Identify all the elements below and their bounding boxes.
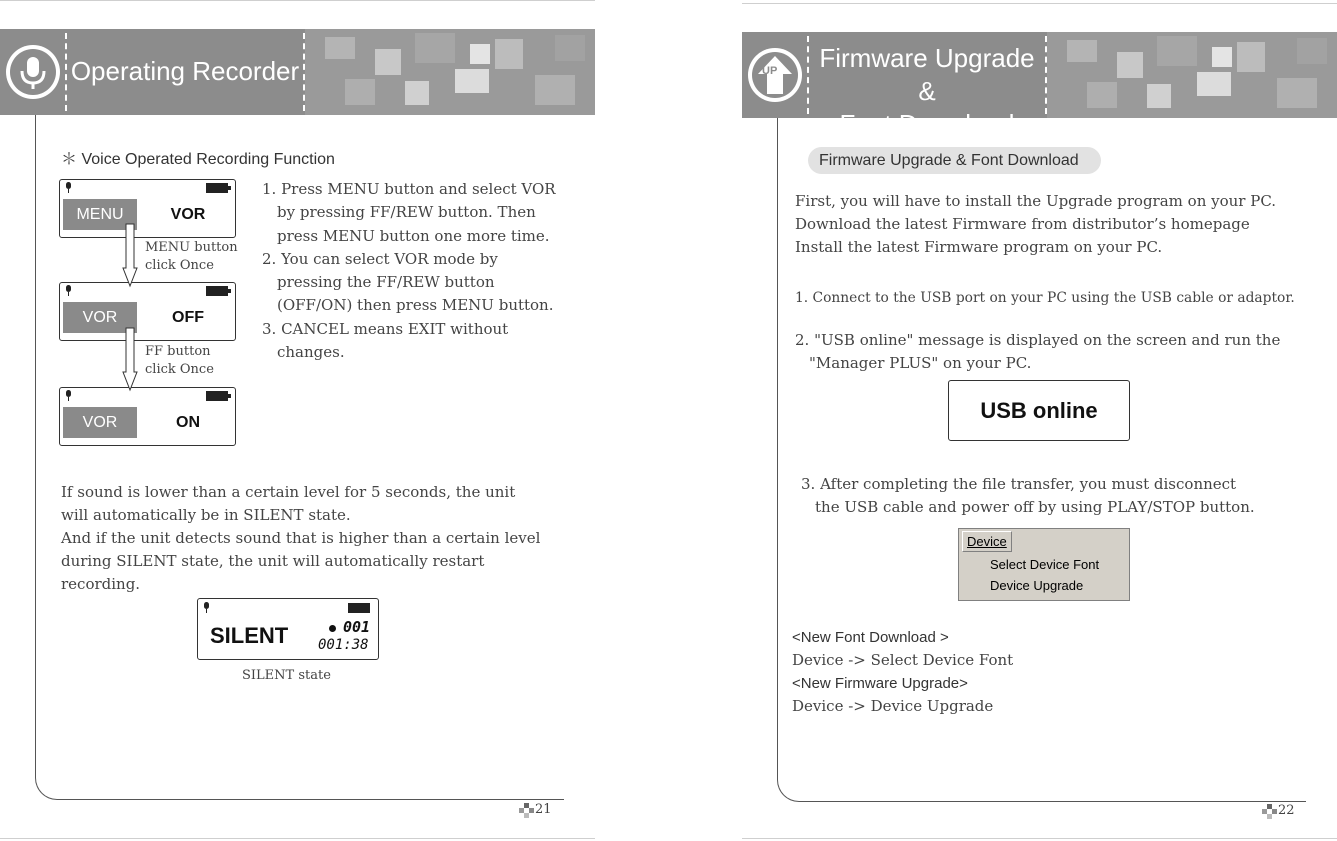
battery-icon [206,286,228,296]
silent-caption: SILENT state [242,668,331,683]
step-3 [801,473,1255,519]
paragraph-line: recording. [61,575,141,593]
step-item: 2. You can select VOR mode by pressing the FF/REW button (OFF/ON) then press MENU button. [262,249,554,315]
left-header-banner [0,29,595,115]
device-menu [958,528,1130,601]
section-heading [61,146,335,169]
page-number: 21 [535,802,552,817]
upgrade-arrow-icon [748,48,802,102]
paragraph-line: during SILENT state, the unit will automatically restart [61,552,485,570]
page-title: Operating Recorder [70,56,300,86]
page-number-mark-icon [519,802,535,818]
lcd-display-vor-off [59,282,236,341]
page-title-line: Font Download [839,109,1015,139]
microphone-icon [6,45,60,99]
lcd-value: ON [176,414,200,431]
note-path: Device -> Select Device Font [792,651,1014,669]
down-arrow-icon [123,224,137,286]
right-header-banner [742,32,1337,139]
notes [792,626,1013,718]
paragraph-line: And if the unit detects sound that is higher than a certain level [61,529,541,547]
battery-icon [206,391,228,401]
intro-line: Install the latest Firmware program on your PC. [795,238,1163,256]
silent-lcd-display [197,598,379,660]
lcd-selected-item: MENU [63,199,137,230]
mic-icon [64,182,73,193]
arrow-label [145,239,238,275]
section-title: Voice Operated Recording Function [81,151,335,168]
intro-line: Download the latest Firmware from distributor’s homepage [795,215,1250,233]
device-menu-title[interactable] [962,531,1012,552]
lcd-display-menu [59,179,236,238]
time-counter: 001:38 [318,637,369,653]
down-arrow-icon [123,328,137,390]
usb-online-display: USB online [948,380,1130,441]
page-number: 22 [1278,803,1295,818]
arrow-label-line: FF button [145,344,211,359]
instruction-steps [262,178,567,364]
step-line: 2. "USB online" message is displayed on the screen and run the [795,331,1281,349]
step-2 [795,329,1280,375]
track-counter: 001 [343,618,371,636]
lcd-value: OFF [172,309,204,326]
arrow-label-line: click Once [145,362,214,377]
mosaic-pattern [1047,32,1337,118]
step-line: "Manager PLUS" on your PC. [809,354,1032,372]
battery-icon [348,603,370,613]
step-item: 3. CANCEL means EXIT without changes. [262,319,509,362]
battery-icon [206,183,228,193]
menu-title-label: Device [967,534,1007,549]
note-path: Device -> Device Upgrade [792,697,994,715]
mic-icon [202,602,211,613]
lcd-display-vor-on [59,387,236,446]
lcd-value: VOR [170,206,206,223]
menu-item-select-device-font[interactable]: Select Device Font [990,557,1100,572]
up-label: UP [762,65,778,77]
note-heading: <New Firmware Upgrade> [792,675,968,692]
mic-icon [64,285,73,296]
page-number-mark-icon [1262,803,1278,819]
intro-text [795,190,1276,259]
silent-paragraph [61,481,540,596]
page-title-line: Firmware Upgrade & [819,43,1035,106]
silent-label: SILENT [210,623,289,648]
intro-line: First, you will have to install the Upgrade program on your PC. [795,192,1277,210]
record-dot-icon [329,625,336,632]
mic-icon [64,390,73,401]
step-item: 1. Press MENU button and select VOR by pressing FF/REW button. Then press MENU button one more time. [262,180,556,245]
menu-item-device-upgrade[interactable]: Device Upgrade [990,578,1084,593]
bullet-mark: ＊ [61,151,78,168]
arrow-label-line: MENU button [145,240,238,255]
step-1: 1. Connect to the USB port on your PC using the USB cable or adaptor. [795,290,1295,306]
paragraph-line: If sound is lower than a certain level for 5 seconds, the unit [61,483,516,501]
lcd-selected-item: VOR [63,302,137,333]
mosaic-pattern [305,29,595,115]
lcd-selected-item: VOR [63,407,137,438]
paragraph-line: will automatically be in SILENT state. [61,506,351,524]
step-line: 3. After completing the file transfer, you must disconnect [801,475,1237,493]
step-line: the USB cable and power off by using PLAY/STOP button. [815,498,1255,516]
note-heading: <New Font Download > [792,629,949,646]
section-pill: Firmware Upgrade & Font Download [808,147,1101,174]
arrow-label-line: click Once [145,258,214,273]
arrow-label [145,343,214,379]
